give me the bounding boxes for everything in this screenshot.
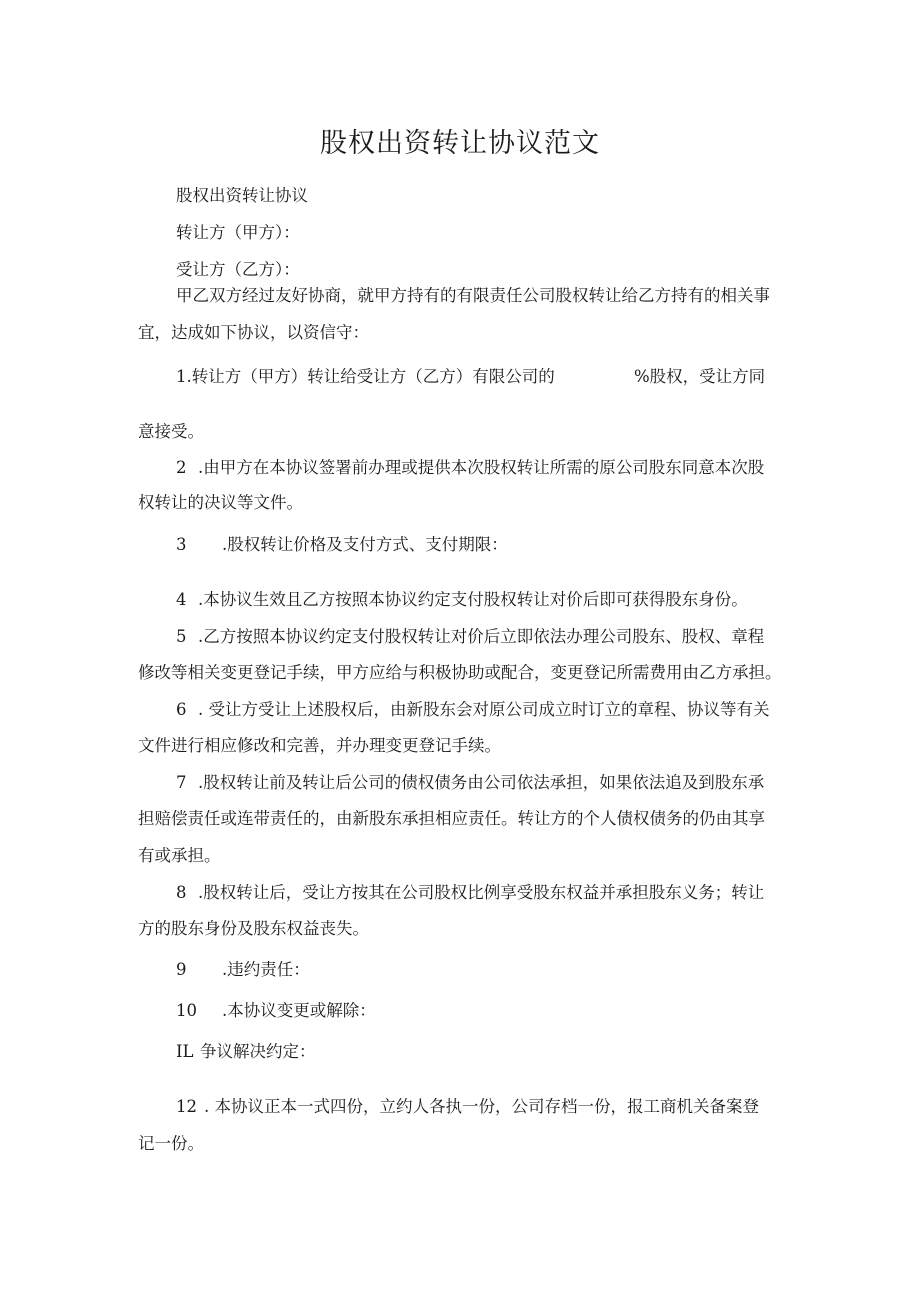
clause-number: 10 [176, 1001, 197, 1020]
clause-text: 争议解决约定： [200, 1042, 316, 1061]
clause-number: 1. [176, 367, 192, 386]
clause-number: 7 [176, 773, 187, 792]
clause-3 [176, 534, 508, 556]
clause-6 [176, 699, 770, 721]
clause-number: 8 [176, 883, 187, 902]
clause-7 [176, 772, 764, 794]
clause-text: .乙方按照本协议约定支付股权转让对价后立即依法办理公司股东、股权、章程 [198, 627, 765, 646]
transferor-label: 转让方（甲方）： [176, 223, 300, 242]
document-title: 股权出资转让协议范文 [320, 128, 600, 159]
clause-text: . 受让方受让上述股权后，由新股东会对原公司成立时订立的章程、协议等有关 [198, 700, 770, 719]
clause-4 [176, 589, 748, 611]
clause-number: 5 [176, 627, 187, 646]
clause-5-line-2: 修改等相关变更登记手续，甲方应给与积极协助或配合，变更登记所需费用由乙方承担。 [138, 663, 782, 682]
clause-text: .违约责任： [222, 960, 310, 979]
clause-11 [176, 1041, 316, 1063]
clause-1-line-2: 意接受。 [138, 422, 204, 441]
agreement-subtitle: 股权出资转让协议 [176, 186, 308, 205]
clause-number: IL [176, 1042, 194, 1061]
clause-text: .本协议变更或解除： [222, 1001, 376, 1020]
clause-text: .本协议生效且乙方按照本协议约定支付股权转让对价后即可获得股东身份。 [198, 590, 748, 609]
clause-2 [176, 457, 764, 479]
intro-line-2: 宜，达成如下协议，以资信守： [138, 323, 369, 342]
clause-7-line-2: 担赔偿责任或连带责任的，由新股东承担相应责任。转让方的个人债权债务的仍由其享 [138, 809, 765, 828]
clause-number: 3 [176, 535, 187, 554]
clause-number: 6 [176, 700, 187, 719]
clause-number: 9 [176, 960, 187, 979]
clause-number: 2 [176, 458, 187, 477]
clause-12 [176, 1096, 759, 1118]
intro-line-1: 甲乙双方经过友好协商，就甲方持有的有限责任公司股权转让给乙方持有的相关事 [176, 286, 770, 305]
clause-9 [176, 959, 310, 981]
clause-5 [176, 626, 764, 648]
clause-10 [176, 1000, 376, 1022]
clause-8-line-2: 方的股东身份及股东权益丧失。 [138, 919, 369, 938]
clause-text: . 本协议正本一式四份，立约人各执一份，公司存档一份，报工商机关备案登 [204, 1097, 759, 1116]
clause-1 [176, 366, 555, 388]
transferee-label: 受让方（乙方）： [176, 260, 300, 279]
clause-text: 转让方（甲方）转让给受让方（乙方）有限公司的 [191, 367, 555, 386]
clause-number: 12 [176, 1097, 197, 1116]
clause-text: .股权转让价格及支付方式、支付期限： [222, 535, 508, 554]
clause-7-line-3: 有或承担。 [138, 846, 221, 865]
clause-8 [176, 882, 764, 904]
clause-text: .股权转让前及转让后公司的债权债务由公司依法承担，如果依法追及到股东承 [198, 773, 765, 792]
clause-number: 4 [176, 590, 187, 609]
clause-text: .股权转让后，受让方按其在公司股权比例享受股东权益并承担股东义务；转让 [198, 883, 765, 902]
clause-text: .由甲方在本协议签署前办理或提供本次股权转让所需的原公司股东同意本次股 [198, 458, 765, 477]
clause-1-percent: %股权，受让方同 [634, 367, 766, 386]
clause-12-line-2: 记一份。 [138, 1134, 204, 1153]
clause-6-line-2: 文件进行相应修改和完善，并办理变更登记手续。 [138, 736, 501, 755]
clause-2-line-2: 权转让的决议等文件。 [138, 493, 303, 512]
